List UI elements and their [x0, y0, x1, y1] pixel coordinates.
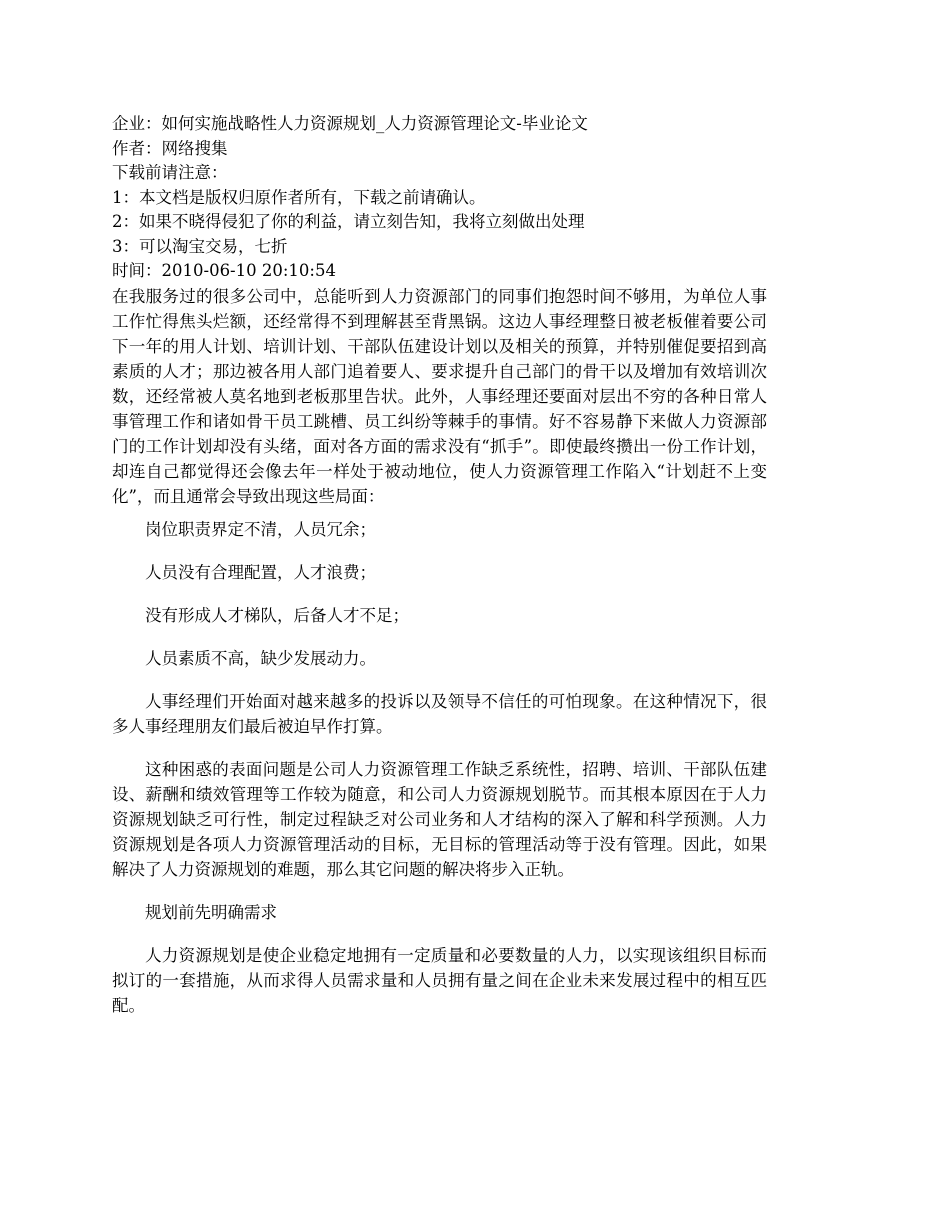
section-heading: 规划前先明确需求 [145, 902, 277, 922]
document-page [112, 112, 767, 1036]
list-item-duties: 岗位职责界定不清，人员冗余； [145, 519, 376, 539]
intro-paragraph: 在我服务过的很多公司中，总能听到人力资源部门的同事们抱怨时间不够用，为单位人事工作忙得焦头烂额，还经常得不到理解甚至背黑锅。这边人事经理整日被老板催着要公司下一年的用人计划、培训计划、干部队伍建设计划以及相关的预算，并特别催促要招到高素质的人才；那边被各用人部门追着要人、要求提升自己部门的骨干以及增加有效培训次数，还经常被人莫名地到老板那里告状。此外，人事经理还要面对层出不穷的各种日常人事管理工作和诸如骨干员工跳槽、员工纠纷等棘手的事情。好不容易静下来做人力资源部门的工作计划却没有头绪，面对各方面的需求没有“抓手”。即使最终攒出一份工作计划，却连自己都觉得还会像去年一样处于被动地位，使人力资源管理工作陷入“计划赶不上变化”，而且通常会导致出现这些局面： [112, 286, 767, 506]
notice-item-3: 3：可以淘宝交易，七折 [112, 236, 288, 256]
document-title: 企业：如何实施战略性人力资源规划_人力资源管理论文-毕业论文 [112, 114, 588, 133]
list-item-allocation: 人员没有合理配置，人才浪费； [145, 562, 376, 582]
paragraph-root-cause: 这种困惑的表面问题是公司人力资源管理工作缺乏系统性，招聘、培训、干部队伍建设、薪酬和绩效管理等工作较为随意，和公司人力资源规划脱节。而其根本原因在于人力资源规划缺乏可行性，制定过程缺乏对公司业务和人才结构的深入了解和科学预测。人力资源规划是各项人力资源管理活动的目标，无目标的管理活动等于没有管理。因此，如果解决了人力资源规划的难题，那么其它问题的解决将步入正轨。 [112, 759, 767, 879]
notice-item-1: 1：本文档是版权归原作者所有，下载之前请确认。 [112, 187, 486, 207]
author-line: 作者：网络搜集 [112, 138, 228, 158]
notice-title: 下载前请注意： [112, 163, 228, 182]
list-item-succession: 没有形成人才梯队，后备人才不足； [145, 605, 409, 625]
notice-item-2: 2：如果不晓得侵犯了你的利益，请立刻告知，我将立刻做出处理 [112, 212, 585, 231]
paragraph-definition: 人力资源规划是使企业稳定地拥有一定质量和必要数量的人力，以实现该组织目标而拟订的一套措施，从而求得人员需求量和人员拥有量之间在企业未来发展过程中的相互匹配。 [112, 945, 767, 1015]
timestamp: 时间：2010-06-10 20:10:54 [112, 261, 336, 280]
list-item-quality: 人员素质不高，缺少发展动力。 [145, 648, 376, 668]
paragraph-complaints: 人事经理们开始面对越来越多的投诉以及领导不信任的可怕现象。在这种情况下，很多人事经理朋友们最后被迫早作打算。 [112, 691, 767, 736]
